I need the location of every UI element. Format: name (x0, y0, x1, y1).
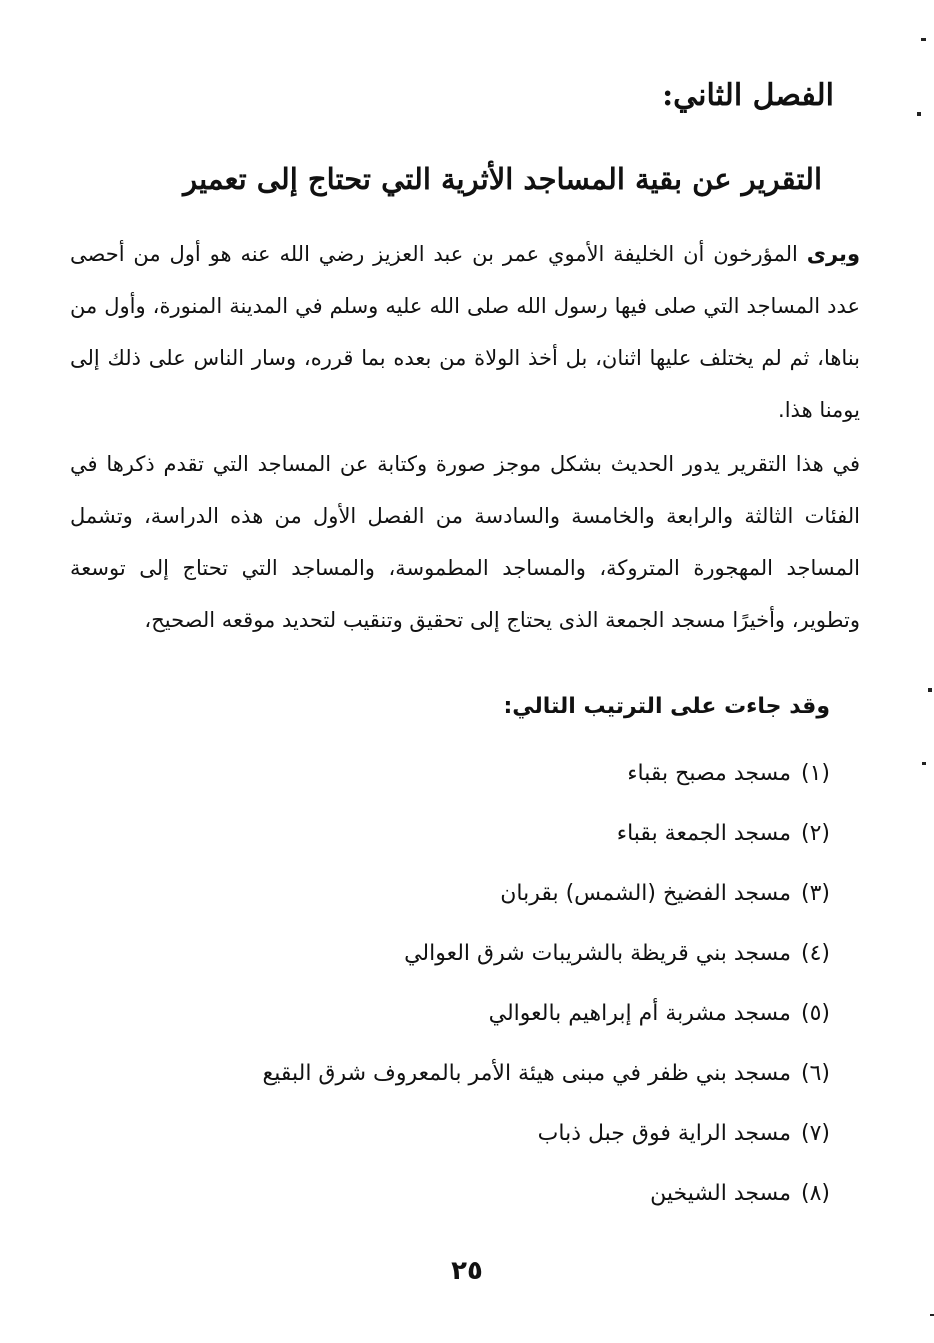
list-item-number: (٨) (800, 1181, 830, 1206)
list-item-number: (٤) (800, 941, 830, 966)
page-number: ٢٥ (451, 1256, 483, 1286)
chapter-heading: الفصل الثاني: (662, 78, 834, 113)
list-item (130, 1104, 830, 1164)
list-item (130, 924, 830, 984)
list-item-name: مسجد بني ظفر في مبنى هيئة الأمر بالمعروف شرق البقيع (262, 1061, 791, 1086)
list-item-number: (١) (800, 761, 830, 786)
list-item (130, 1044, 830, 1104)
list-item-number: (٦) (800, 1061, 830, 1086)
list-item-name: مسجد الشيخين (650, 1181, 791, 1206)
scan-speck (922, 762, 926, 765)
order-heading: وقد جاءت على الترتيب التالي: (503, 694, 830, 719)
scan-speck (930, 1314, 934, 1316)
section-title: التقرير عن بقية المساجد الأثرية التي تحتاج إلى تعمير (183, 162, 822, 196)
list-item-name: مسجد بني قريظة بالشريبات شرق العوالي (404, 941, 791, 966)
paragraph-intro-text: المؤرخون أن الخليفة الأموي عمر بن عبد العزيز رضي الله عنه هو أول من أحصى عدد المساجد التي صلى فيها رسول الله صلى الله عليه وسلم في المدينة المنورة، وأول من بناها، ثم لم يختلف عليها اثنان، بل أخذ الولاة من بعده بما قرره، وسار الناس على ذلك إلى يومنا هذا. (70, 242, 860, 422)
list-item (130, 744, 830, 804)
scan-speck (917, 112, 921, 116)
paragraph-intro (70, 228, 860, 436)
list-item-number: (٧) (800, 1121, 830, 1146)
scan-speck (928, 688, 932, 692)
list-item (130, 984, 830, 1044)
list-item-number: (٣) (800, 881, 830, 906)
mosque-list (130, 744, 830, 1224)
list-item (130, 804, 830, 864)
list-item-name: مسجد مشربة أم إبراهيم بالعوالي (488, 1001, 791, 1026)
list-item-name: مسجد الجمعة بقباء (616, 821, 791, 846)
list-item (130, 1164, 830, 1224)
list-item-number: (٥) (800, 1001, 830, 1026)
list-item-number: (٢) (800, 821, 830, 846)
list-item-name: مسجد الراية فوق جبل ذباب (537, 1121, 791, 1146)
list-item-name: مسجد مصبح بقباء (627, 761, 791, 786)
paragraph-report: في هذا التقرير يدور الحديث بشكل موجز صورة وكتابة عن المساجد التي تقدم ذكرها في الفئات الثالثة والرابعة والخامسة والسادسة من الفصل الأول من هذه الدراسة، وتشمل المساجد المهجورة المتروكة، والمساجد المطموسة، والمساجد التي تحتاج إلى توسعة وتطوير، وأخيرًا مسجد الجمعة الذى يحتاج إلى تحقيق وتنقيب لتحديد موقعه الصحيح، (70, 452, 860, 632)
paragraph-intro-lead: ويرى (806, 242, 860, 266)
list-item-name: مسجد الفضيخ (الشمس) بقربان (500, 881, 791, 906)
list-item (130, 864, 830, 924)
scan-speck (921, 38, 926, 41)
